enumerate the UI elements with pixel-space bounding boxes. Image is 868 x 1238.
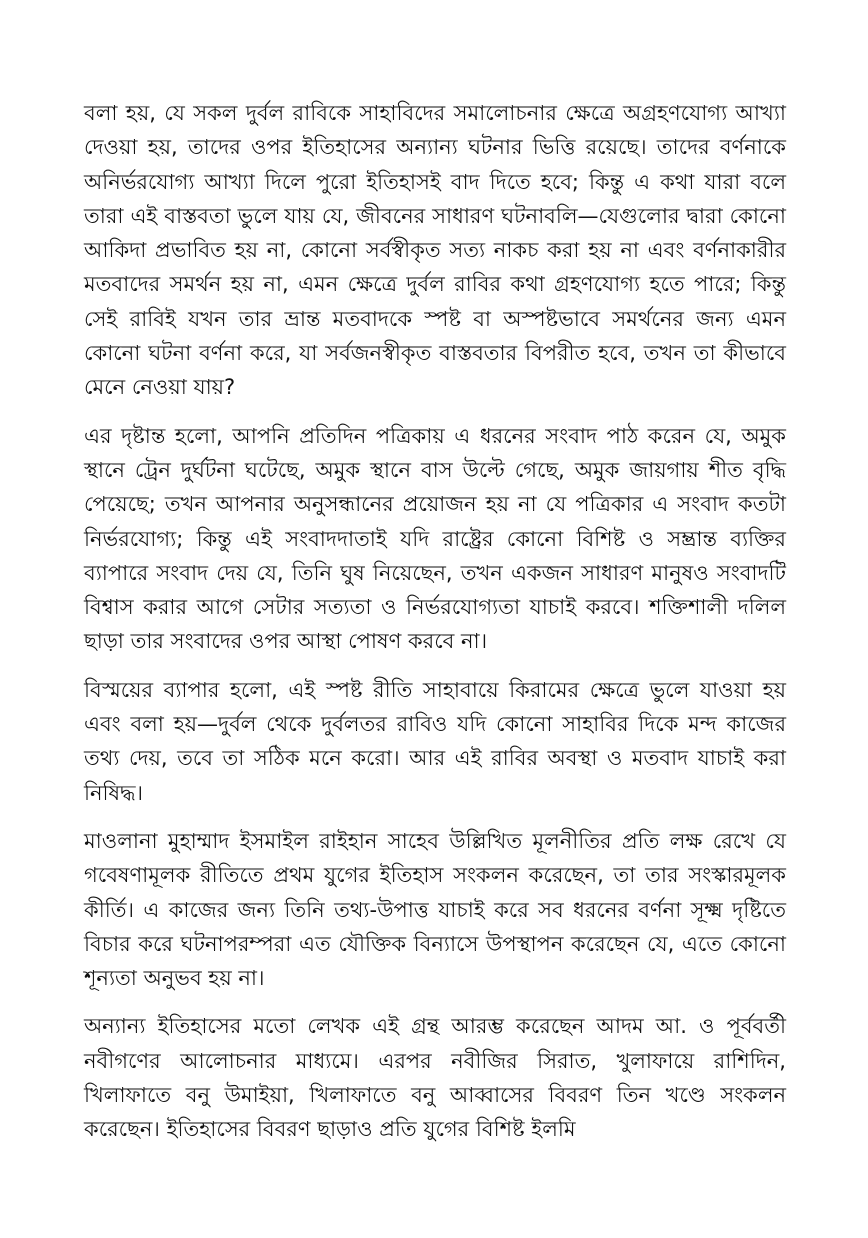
paragraph-3: বিস্ময়ের ব্যাপার হলো, এই স্পষ্ট রীতি সাহাবায়ে কিরামের ক্ষেত্রে ভুলে যাওয়া হয় এবং বলা হয়—দুর্বল থেকে দুর্বলতর রাবিও যদি কোনো সাহাবির দিকে মন্দ কাজের তথ্য দেয়, তবে তা সঠিক মনে করো। আর এই রাবির অবস্থা ও মতবাদ যাচাই করা নিষিদ্ধ। — [84, 677, 786, 805]
paragraph-5: অন্যান্য ইতিহাসের মতো লেখক এই গ্রন্থ আরম্ভ করেছেন আদম আ. ও পূর্ববর্তী নবীগণের আলোচনার মাধ্যমে। এরপর নবীজির সিরাত, খুলাফায়ে রাশিদিন, খিলাফাতে বনু উমাইয়া, খিলাফাতে বনু আব্বাসের বিবরণ তিন খণ্ডে সংকলন করেছেন। ইতিহাসের বিবরণ ছাড়াও প্রতি যুগের বিশিষ্ট ইলমি — [84, 1014, 786, 1142]
paragraph-2: এর দৃষ্টান্ত হলো, আপনি প্রতিদিন পত্রিকায় এ ধরনের সংবাদ পাঠ করেন যে, অমুক স্থানে ট্রেন দুর্ঘটনা ঘটেছে, অমুক স্থানে বাস উল্টে গেছে, অমুক জায়গায় শীত বৃদ্ধি পেয়েছে; তখন আপনার অনুসন্ধানের প্রয়োজন হয় না যে পত্রিকার এ সংবাদ কতটা নির্ভরযোগ্য; কিন্তু এই সংবাদদাতাই যদি রাষ্ট্রের কোনো বিশিষ্ট ও সম্ভ্রান্ত ব্যক্তির ব্যাপারে সংবাদ দেয় যে, তিনি ঘুষ নিয়েছেন, তখন একজন সাধারণ মানুষও সংবাদটি বিশ্বাস করার আগে সেটার সত্যতা ও নির্ভরযোগ্যতা যাচাই করবে। শক্তিশালী দলিল ছাড়া তার সংবাদের ওপর আস্থা পোষণ করবে না। — [84, 423, 786, 654]
paragraph-4: মাওলানা মুহাম্মাদ ইসমাইল রাইহান সাহেব উল্লিখিত মূলনীতির প্রতি লক্ষ রেখে যে গবেষণামূলক রীতিতে প্রথম যুগের ইতিহাস সংকলন করেছেন, তা তার সংস্কারমূলক কীর্তি। এ কাজের জন্য তিনি তথ্য-উপাত্ত যাচাই করে সব ধরনের বর্ণনা সূক্ষ্ম দৃষ্টিতে বিচার করে ঘটনাপরম্পরা এত যৌক্তিক বিন্যাসে উপস্থাপন করেছেন যে, এতে কোনো শূন্যতা অনুভব হয় না। — [84, 828, 786, 991]
paragraph-1: বলা হয়, যে সকল দুর্বল রাবিকে সাহাবিদের সমালোচনার ক্ষেত্রে অগ্রহণযোগ্য আখ্যা দেওয়া হয়, তাদের ওপর ইতিহাসের অন্যান্য ঘটনার ভিত্তি রয়েছে। তাদের বর্ণনাকে অনির্ভরযোগ্য আখ্যা দিলে পুরো ইতিহাসই বাদ দিতে হবে; কিন্তু এ কথা যারা বলে তারা এই বাস্তবতা ভুলে যায় যে, জীবনের সাধারণ ঘটনাবলি—যেগুলোর দ্বারা কোনো আকিদা প্রভাবিত হয় না, কোনো সর্বস্বীকৃত সত্য নাকচ করা হয় না এবং বর্ণনাকারীর মতবাদের সমর্থন হয় না, এমন ক্ষেত্রে দুর্বল রাবির কথা গ্রহণযোগ্য হতে পারে; কিন্তু সেই রাবিই যখন তার ভ্রান্ত মতবাদকে স্পষ্ট বা অস্পষ্টভাবে সমর্থনের জন্য এমন কোনো ঘটনা বর্ণনা করে, যা সর্বজনস্বীকৃত বাস্তবতার বিপরীত হবে, তখন তা কীভাবে মেনে নেওয়া যায়? — [84, 101, 786, 400]
page-body — [84, 96, 786, 1163]
